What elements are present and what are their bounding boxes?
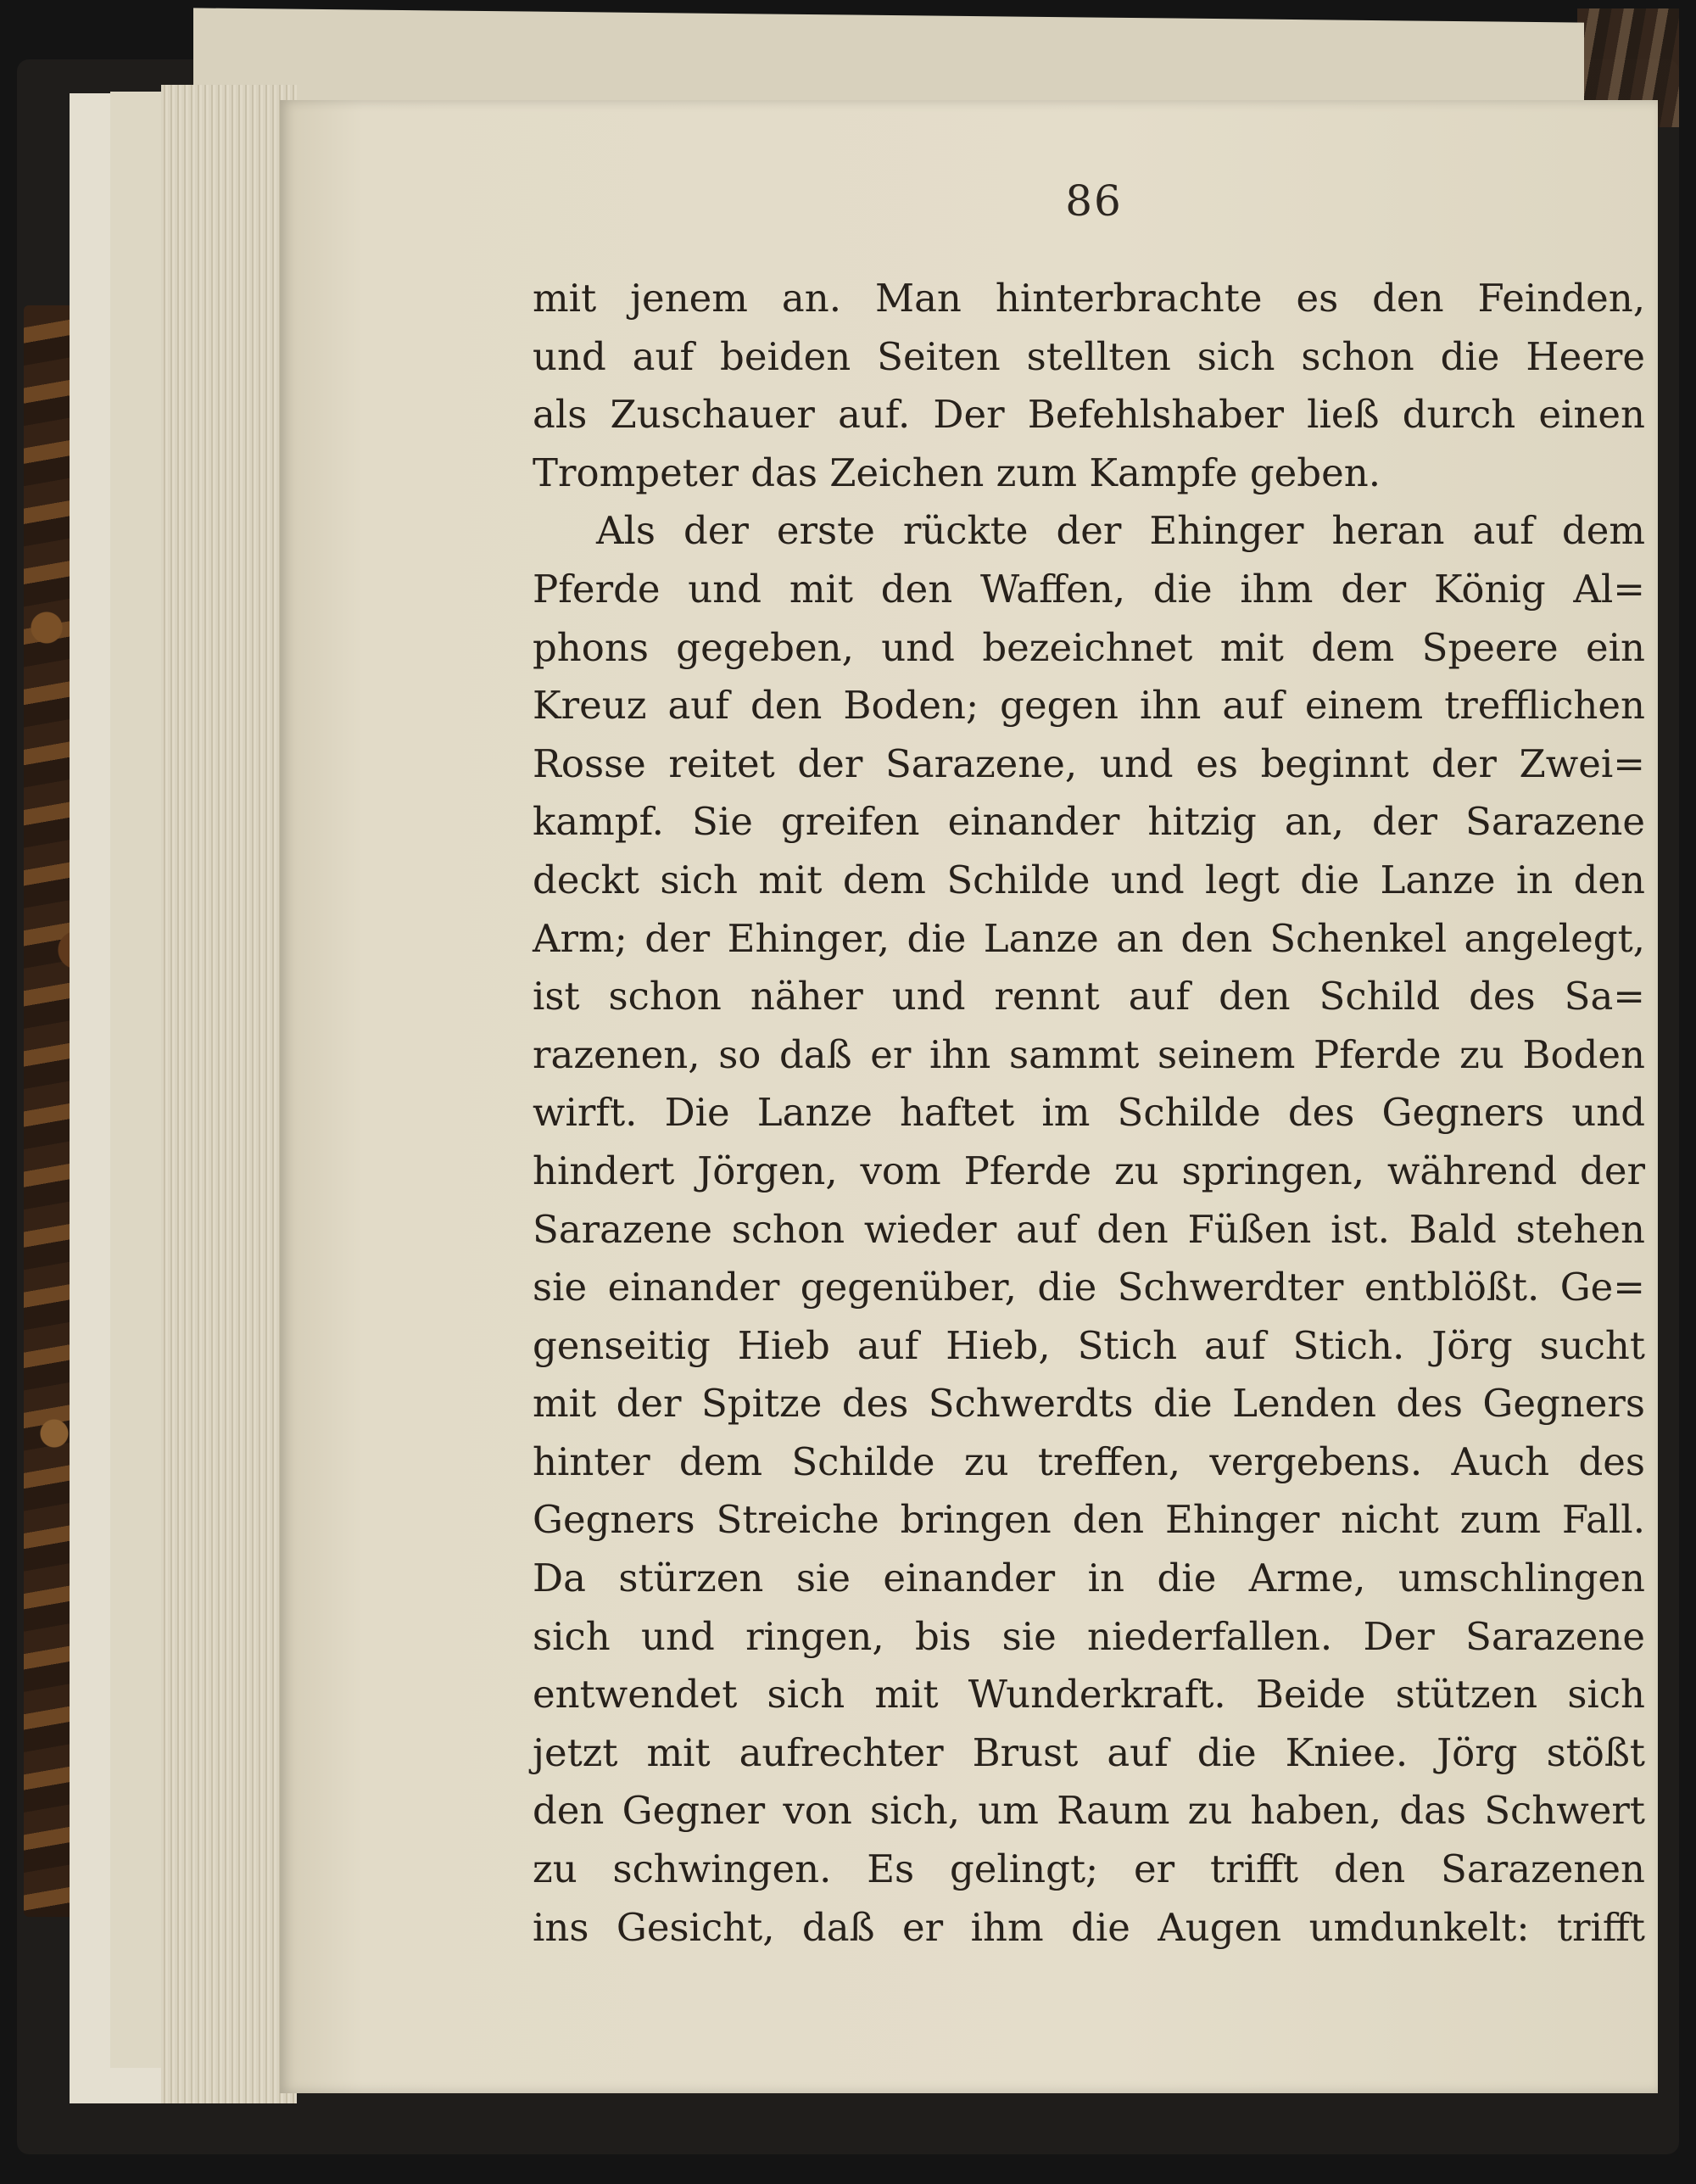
text-line: genseitig Hieb auf Hieb, Stich auf Stich. Jörg sucht — [533, 1322, 1645, 1368]
text-line: Sarazene schon wieder auf den Füßen ist. Bald stehen — [533, 1206, 1645, 1252]
text-line: mit jenem an. Man hinterbrachte es den Feinden, — [533, 276, 1645, 321]
text-line: phons gegeben, und bezeichnet mit dem Speere ein — [533, 624, 1645, 670]
page-edges — [161, 85, 297, 2103]
text-line: sie einander gegenüber, die Schwerdter entblößt. Ge= — [533, 1265, 1645, 1310]
text-line: Arm; der Ehinger, die Lanze an den Schenkel angelegt, — [533, 915, 1645, 961]
text-line: den Gegner von sich, um Raum zu haben, das Schwert — [533, 1788, 1645, 1834]
text-line: Gegners Streiche bringen den Ehinger nicht zum Fall. — [533, 1497, 1645, 1543]
text-line: entwendet sich mit Wunderkraft. Beide stützen sich — [533, 1672, 1645, 1718]
text-line: Pferde und mit den Waffen, die ihm der König Al= — [533, 566, 1645, 612]
text-line: ist schon näher und rennt auf den Schild des Sa= — [533, 974, 1645, 1019]
text-line: als Zuschauer auf. Der Befehlshaber ließ durch einen — [533, 392, 1645, 438]
text-line: Kreuz auf den Boden; gegen ihn auf einem trefflichen — [533, 683, 1645, 729]
text-line: hinter dem Schilde zu treffen, vergebens. Auch des — [533, 1438, 1645, 1484]
page-number: 86 — [1065, 176, 1123, 226]
text-line: wirft. Die Lanze haftet im Schilde des Gegners und — [533, 1090, 1645, 1136]
text-line: Rosse reitet der Sarazene, und es beginnt der Zwei= — [533, 740, 1645, 786]
text-line: mit der Spitze des Schwerdts die Lenden des Gegners — [533, 1381, 1645, 1427]
text-line: razenen, so daß er ihn sammt seinem Pferde zu Boden — [533, 1031, 1645, 1077]
body-text — [533, 270, 1645, 1957]
text-line: und auf beiden Seiten stellten sich schon die Heere — [533, 333, 1645, 379]
text-line: kampf. Sie greifen einander hitzig an, der Sarazene — [533, 799, 1645, 845]
text-line: Als der erste rückte der Ehinger heran auf dem — [596, 508, 1645, 554]
text-line: hindert Jörgen, vom Pferde zu springen, während der — [533, 1148, 1645, 1193]
text-line: jetzt mit aufrechter Brust auf die Kniee. Jörg stößt — [533, 1729, 1645, 1775]
text-line: Trompeter das Zeichen zum Kampfe geben. — [533, 450, 1381, 495]
text-line: zu schwingen. Es gelingt; er trifft den Sarazenen — [533, 1846, 1645, 1892]
text-line: deckt sich mit dem Schilde und legt die Lanze in den — [533, 857, 1645, 902]
text-line: ins Gesicht, daß er ihm die Augen umdunkelt: trifft — [533, 1904, 1645, 1950]
text-line: Da stürzen sie einander in die Arme, umschlingen — [533, 1556, 1645, 1601]
text-line: sich und ringen, bis sie niederfallen. Der Sarazene — [533, 1613, 1645, 1659]
